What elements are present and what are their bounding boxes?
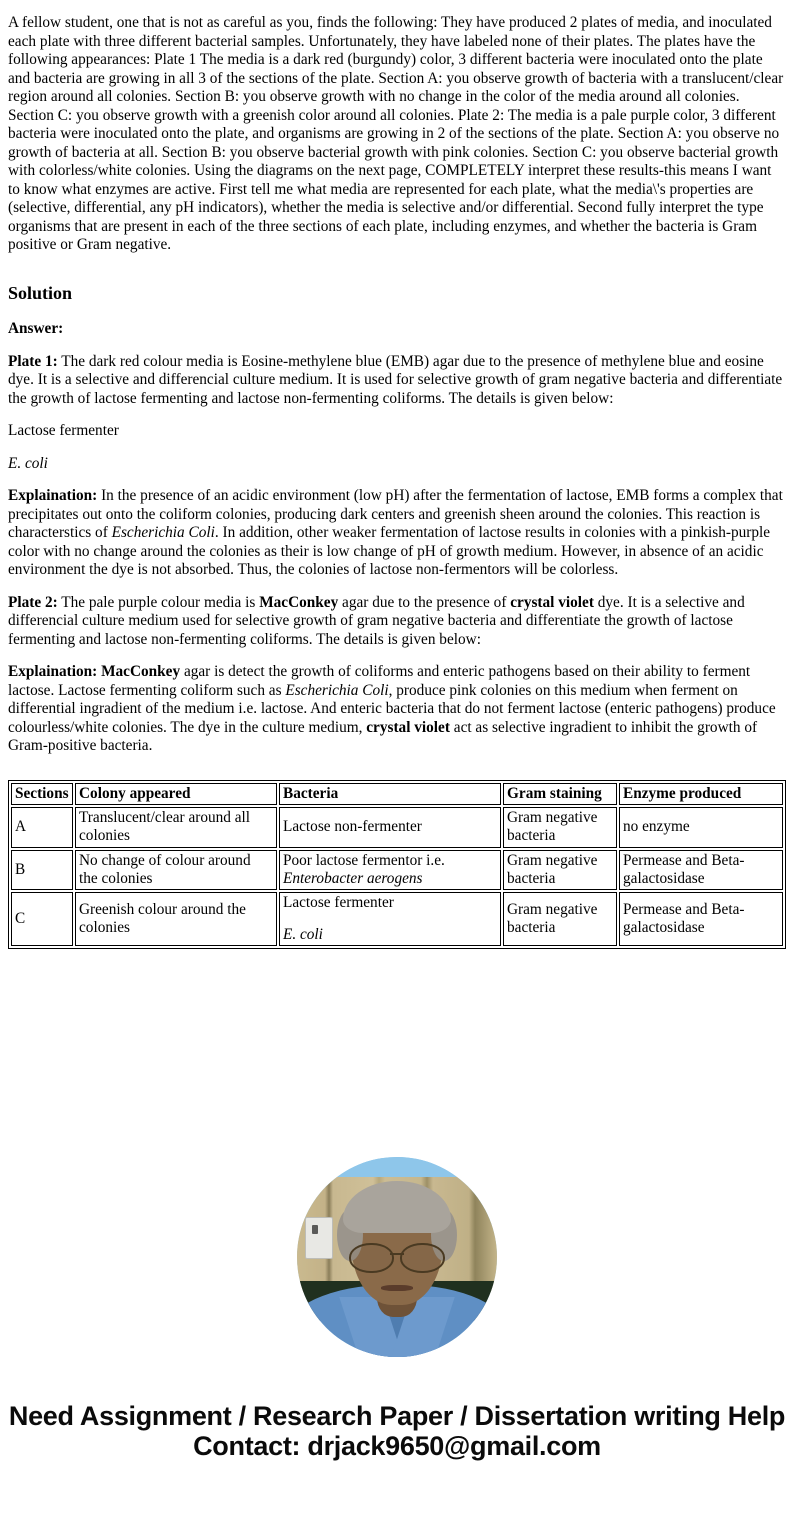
plate2-explanation-part1: agar is detect the growth of coliforms and enteric pathogens based on their ability to ferment lactose. Lactose fermenting coliform such as: [8, 663, 751, 699]
cell-bacteria-line1: Lactose non-fermenter: [283, 818, 422, 836]
plate2-part1: The pale purple colour media is: [57, 593, 260, 611]
cell-bacteria-line2: E. coli: [283, 925, 323, 943]
answer-label: [8, 320, 786, 339]
photo-mouth: [381, 1285, 413, 1291]
plate2-explanation-italic1: Escherichia Coli: [285, 681, 389, 699]
plate2-explanation-part2: , produce pink colonies on this medium when ferment on differential ingradient of the medium i.e. lactose. And enteric bacteria that do not ferment lactose (enteric pathogens) produce colourless/white colonies. The dye in the culture medium,: [8, 681, 776, 736]
promo-line-1: Need Assignment / Research Paper / Dissertation: [8, 1401, 627, 1431]
document-page: [0, 14, 794, 1461]
col-header-enzyme-produced: Enzyme produced: [619, 783, 783, 805]
cell-colony: Translucent/clear around all colonies: [75, 807, 277, 848]
plate2-paragraph: [8, 594, 786, 650]
cell-gram: Gram negative bacteria: [503, 807, 617, 848]
plate1-text: The dark red colour media is Eosine-methylene blue (EMB) agar due to the presence of methylene blue and eosine dye. It is a selective and differencial culture medium. It is used for selective growth of gram negative bacteria and differentiate the growth of lactose fermenting and lactose non-fermenting coliforms. The details is given below:: [8, 352, 783, 407]
photo-wall-switch: [305, 1217, 333, 1259]
portrait-container: [8, 1157, 786, 1357]
col-header-bacteria: Bacteria: [279, 783, 501, 805]
cell-colony: Greenish colour around the colonies: [75, 892, 277, 946]
plate2-explanation-paragraph: [8, 663, 786, 756]
promo-banner: [8, 1401, 786, 1461]
cell-colony: No change of colour around the colonies: [75, 850, 277, 891]
plate1-explanation-part1: In the presence of an acidic environment (low pH) after the fermentation of lactose, EMB forms a complex that precipitates out onto the coliform colonies, producing dark centers and greenish sheen around the colonies. This reaction is characterstics of: [8, 487, 783, 542]
cell-bacteria: [279, 850, 501, 891]
plate2-part3: dye. It is a selective and differencial culture medium used for selective growth of gram negative bacteria and differentiate the growth of lactose fermenting and lactose non-fermenting coliforms. The details is given below:: [8, 593, 745, 648]
col-header-gram-staining: Gram staining: [503, 783, 617, 805]
solution-heading: Solution: [8, 282, 73, 303]
cell-section: B: [11, 850, 73, 891]
cell-section: A: [11, 807, 73, 848]
cell-bacteria: [279, 892, 501, 946]
plate2-explanation-bold2: crystal violet: [366, 718, 450, 736]
plate1-explanation-label: Explaination:: [8, 487, 98, 505]
plate1-explanation-part2: . In addition, other weaker fermentation of lactose results in colonies with a pinkish-purple color with no change around the colonies as their is low change of pH of growth medium. However, in absence of an acidic environment the dye is not absorbed. Thus, the colonies of lactose non-fermentors will be colorless.: [8, 524, 771, 579]
table-body: [11, 807, 783, 946]
cell-enzyme: Permease and Beta-galactosidase: [619, 850, 783, 891]
photo-lens-left: [349, 1243, 394, 1273]
ecoli-label: E. coli: [8, 454, 48, 472]
cell-bacteria-line1: Poor lactose fermentor i.e.: [283, 851, 445, 869]
plate2-explanation-part3: act as selective ingradient to inhibit the growth of Gram-positive bacteria.: [8, 718, 758, 755]
plate2-bold-crystal-violet: crystal violet: [510, 593, 594, 611]
table-header-row: [11, 783, 783, 805]
plate1-explanation-paragraph: [8, 487, 786, 580]
plate1-label: Plate 1:: [8, 352, 58, 370]
table-row: [11, 892, 783, 946]
cell-bacteria-line1: Lactose fermenter: [283, 894, 394, 912]
plate2-label: Plate 2:: [8, 593, 58, 611]
col-header-colony-appeared: Colony appeared: [75, 783, 277, 805]
plate1-explanation-italic1: Escherichia Coli: [111, 524, 215, 542]
cell-gram: Gram negative bacteria: [503, 850, 617, 891]
table-row: [11, 807, 783, 848]
lactose-fermenter-label: Lactose fermenter: [8, 422, 119, 440]
table-row: [11, 850, 783, 891]
photo-lens-right: [400, 1243, 445, 1273]
cell-bacteria-line2: Enterobacter aerogens: [283, 869, 423, 887]
plate2-part2: agar due to the presence of: [338, 593, 511, 611]
cell-enzyme: no enzyme: [619, 807, 783, 848]
question-paragraph: A fellow student, one that is not as careful as you, finds the following: They have produced 2 plates of media, and inoculated each plate with three different bacterial samples. Unfortunately, they have labeled none of their plates. The plates have the following appearances: Plate 1 The media is a dark red (burgundy) color, 3 different bacteria were inoculated onto the plate and bacteria are growing in all 3 of the sections of the plate. Section A: you observe growth of bacteria with a translucent/clear region around all colonies. Section B: you observe growth with no change in the color of the media around all colonies. Section C: you observe growth with a greenish color around all colonies. Plate 2: The media is a pale purple color, 3 different bacteria were inoculated onto the plate, and organisms are growing in 2 of the sections of the plate. Section A: you observe no growth of bacteria at all. Section B: you observe bacterial growth with pink colonies. Section C: you observe bacterial growth with colorless/white colonies. Using the diagrams on the next page, COMPLETELY interpret these results-this means I want to know what enzymes are active. First tell me what media are represented for each plate, what the media\'s properties are (selective, differential, any pH indicators), whether the media is selective and/or differential. Second fully interpret the type organisms that are present in each of the three sections of each plate, including enzymes, and whether the bacteria is Gram positive or Gram negative.: [8, 14, 784, 253]
cell-enzyme: Permease and Beta-galactosidase: [619, 892, 783, 946]
answer-label-text: Answer:: [8, 320, 64, 338]
plate1-paragraph: [8, 353, 786, 409]
promo-line-2: writing Help: [634, 1401, 786, 1431]
cell-gram: Gram negative bacteria: [503, 892, 617, 946]
glasses-icon: [349, 1243, 445, 1269]
avatar: [297, 1157, 497, 1357]
cell-bacteria: [279, 807, 501, 848]
photo-glasses-bridge: [390, 1253, 403, 1255]
plate2-explanation-bold-lead: MacConkey: [97, 663, 181, 681]
plate2-explanation-label: Explaination:: [8, 663, 98, 681]
results-table: [8, 780, 786, 949]
col-header-sections: Sections: [11, 783, 73, 805]
promo-contact-line: Contact: drjack9650@gmail.com: [193, 1431, 601, 1462]
plate2-bold-macconkey: MacConkey: [259, 593, 339, 611]
cell-section: C: [11, 892, 73, 946]
